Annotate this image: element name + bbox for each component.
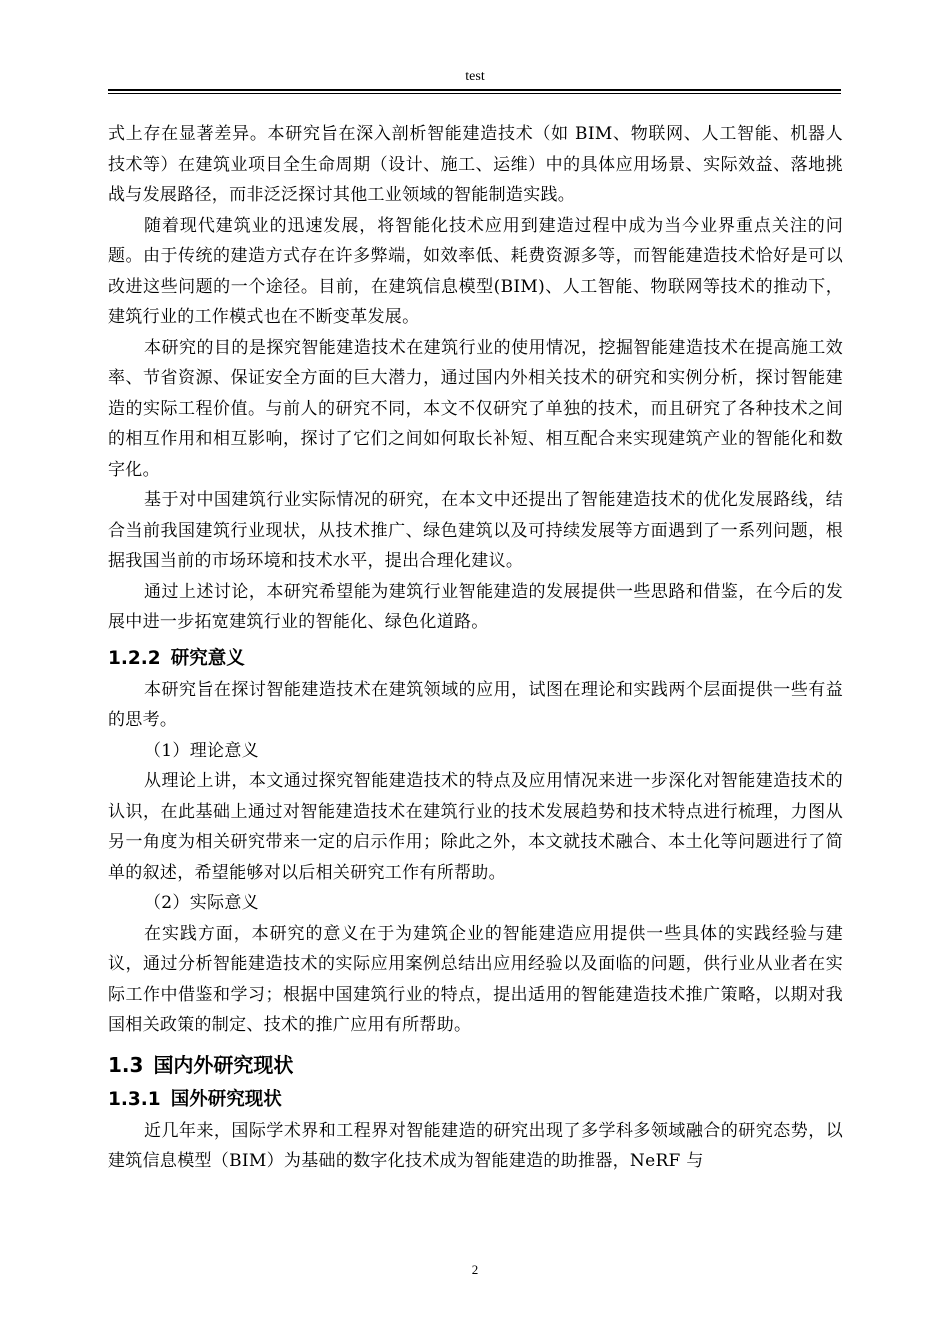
section-number: 1.3.1: [108, 1088, 161, 1110]
section-title: 国外研究现状: [170, 1088, 282, 1110]
section-heading-1-3-1: [108, 1088, 843, 1112]
paragraph: 通过上述讨论，本研究希望能为建筑行业智能建造的发展提供一些思路和借鉴，在今后的发展中进一步拓宽建筑行业的智能化、绿色化道路。: [108, 581, 843, 632]
body-content: [108, 119, 843, 1177]
section-title: 国内外研究现状: [153, 1052, 294, 1077]
section-number: 1.3: [108, 1052, 144, 1077]
section-heading-1-3: [108, 1051, 843, 1079]
section-number: 1.2.2: [108, 647, 161, 669]
page-number: 2: [471, 1262, 479, 1277]
paragraph: 本研究旨在探讨智能建造技术在建筑领域的应用，试图在理论和实践两个层面提供一些有益的思考。: [108, 679, 843, 730]
list-item-practical: （2）实际意义: [144, 893, 259, 913]
paragraph: 随着现代建筑业的迅速发展，将智能化技术应用到建造过程中成为当今业界重点关注的问题。由于传统的建造方式存在许多弊端，如效率低、耗费资源多等，而智能建造技术恰好是可以改进这些问题的一个途径。目前，在建筑信息模型(BIM)、人工智能、物联网等技术的推动下，建筑行业的工作模式也在不断变革发展。: [108, 215, 843, 327]
paragraph-continued: 式上存在显著差异。本研究旨在深入剖析智能建造技术（如 BIM、物联网、人工智能、机器人技术等）在建筑业项目全生命周期（设计、施工、运维）中的具体应用场景、实际效益、落地挑战与发展路径，而非泛泛探讨其他工业领域的智能制造实践。: [108, 124, 843, 205]
paragraph: 基于对中国建筑行业实际情况的研究，在本文中还提出了智能建造技术的优化发展路线，结合当前我国建筑行业现状，从技术推广、绿色建筑以及可持续发展等方面遇到了一系列问题，根据我国当前的市场环境和技术水平，提出合理化建议。: [108, 490, 843, 571]
section-title: 研究意义: [170, 647, 245, 669]
paragraph: 从理论上讲，本文通过探究智能建造技术的特点及应用情况来进一步深化对智能建造技术的认识，在此基础上通过对智能建造技术在建筑行业的技术发展趋势和技术特点进行梳理，力图从另一角度为相关研究带来一定的启示作用；除此之外，本文就技术融合、本土化等问题进行了简单的叙述，希望能够对以后相关研究工作有所帮助。: [108, 771, 843, 883]
list-item-theoretical: （1）理论意义: [144, 740, 259, 761]
paragraph: 近几年来，国际学术界和工程界对智能建造的研究出现了多学科多领域融合的研究态势，以建筑信息模型（BIM）为基础的数字化技术成为智能建造的助推器，NeRF 与: [108, 1120, 843, 1171]
paragraph: 本研究的目的是探究智能建造技术在建筑行业的使用情况，挖掘智能建造技术在提高施工效率、节省资源、保证安全方面的巨大潜力，通过国内外相关技术的研究和实例分析，探讨智能建造的实际工程价值。与前人的研究不同，本文不仅研究了单独的技术，而且研究了各种技术之间的相互作用和相互影响，探讨了它们之间如何取长补短、相互配合来实现建筑产业的智能化和数字化。: [108, 337, 843, 480]
header-rule-thin: [108, 93, 841, 94]
header-rule-thick: [108, 89, 841, 91]
running-header: test: [465, 69, 485, 84]
section-heading-1-2-2: [108, 647, 843, 671]
paragraph: 在实践方面，本研究的意义在于为建筑企业的智能建造应用提供一些具体的实践经验与建议，通过分析智能建造技术的实际应用案例总结出应用经验以及面临的问题，供行业从业者在实际工作中借鉴和学习；根据中国建筑行业的特点，提出适用的智能建造技术推广策略，以期对我国相关政策的制定、技术的推广应用有所帮助。: [108, 923, 843, 1035]
